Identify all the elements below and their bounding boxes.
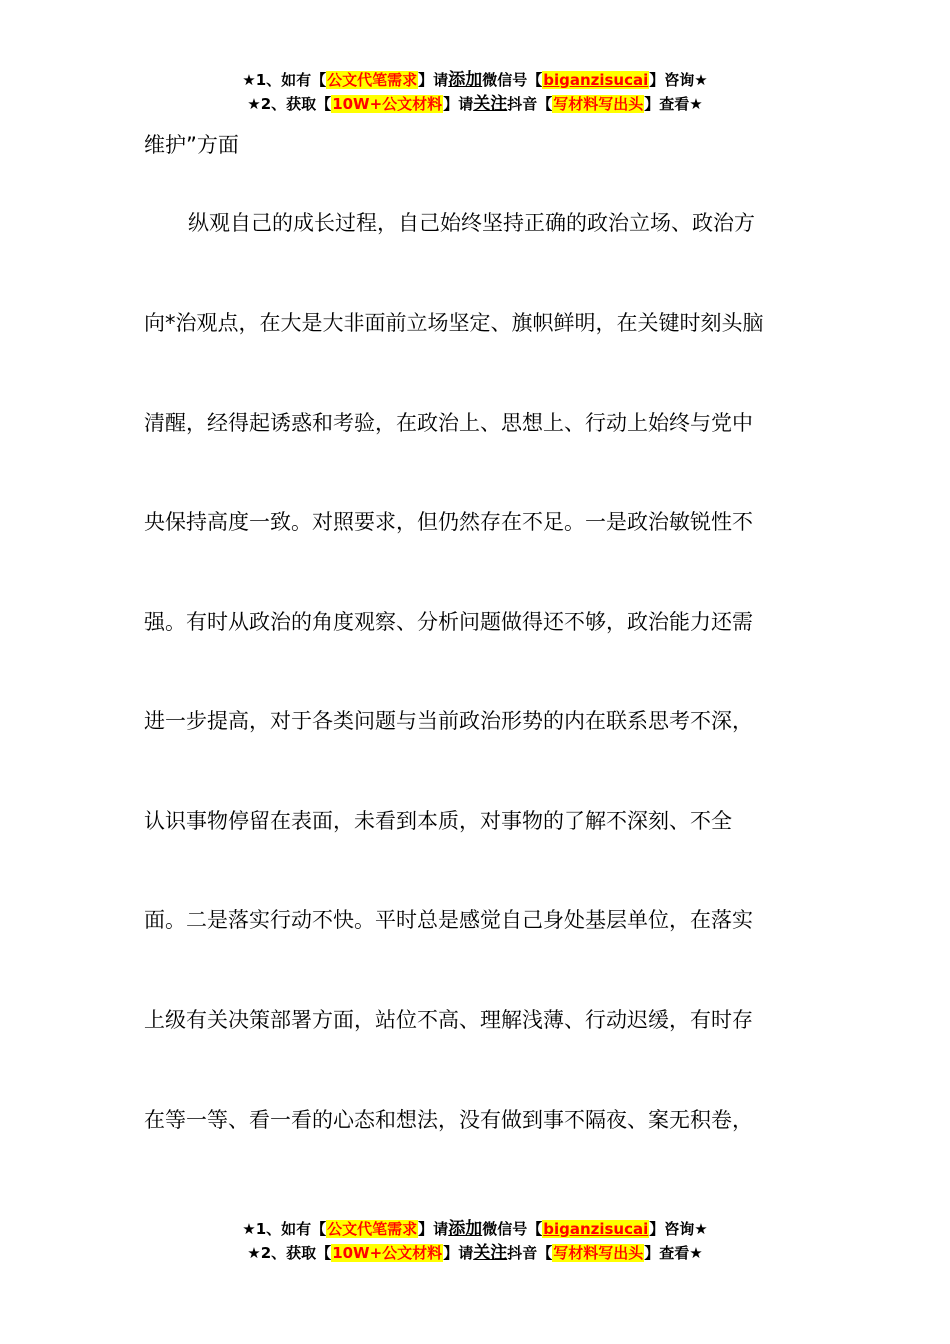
banner-text: 】咨询★ [649,71,708,89]
banner-line-2 [0,1241,950,1265]
body-line: 上级有关决策部署方面，站位不高、理解浅薄、行动迟缓，有时存 [144,1008,753,1032]
body-line: 面。二是落实行动不快。平时总是感觉自己身处基层单位，在落实 [144,908,753,932]
banner-highlight-materials: 10W+公文材料 [332,1244,443,1262]
banner-text: 】查看★ [644,95,703,113]
banner-text: ★2、获取【 [247,95,332,113]
banner-text: 】请 [443,95,474,113]
banner-emphasis-add: 添加 [448,1219,483,1239]
banner-highlight-materials: 10W+公文材料 [332,95,443,113]
body-line: 维护”方面 [144,133,239,157]
banner-wechat-id: biganzisucai [543,1220,649,1238]
banner-emphasis-follow: 关注 [473,1243,508,1263]
banner-emphasis-follow: 关注 [473,94,508,114]
body-line: 认识事物停留在表面，未看到本质，对事物的了解不深刻、不全 [144,809,732,833]
banner-text: ★2、获取【 [247,1244,332,1262]
banner-text: ★1、如有【 [242,71,327,89]
banner-line-1 [0,1217,950,1241]
banner-highlight-douyin: 写材料写出头 [553,1244,644,1262]
banner-text: 】查看★ [644,1244,703,1262]
banner-text: 抖音【 [507,1244,553,1262]
banner-emphasis-add: 添加 [448,70,483,90]
banner-text: 微信号【 [482,71,543,89]
banner-highlight-service: 公文代笔需求 [327,1220,418,1238]
banner-text: 】请 [418,1220,449,1238]
body-line: 清醒，经得起诱惑和考验，在政治上、思想上、行动上始终与党中 [144,411,753,435]
banner-text: ★1、如有【 [242,1220,327,1238]
body-line: 央保持高度一致。对照要求，但仍然存在不足。一是政治敏锐性不 [144,510,753,534]
body-line: 在等一等、看一看的心态和想法，没有做到事不隔夜、案无积卷， [144,1108,753,1132]
banner-text: 抖音【 [507,95,553,113]
banner-text: 】请 [443,1244,474,1262]
banner-highlight-douyin: 写材料写出头 [553,95,644,113]
body-line: 纵观自己的成长过程，自己始终坚持正确的政治立场、政治方 [188,211,755,235]
header-banner-top [0,68,950,116]
banner-highlight-service: 公文代笔需求 [327,71,418,89]
banner-wechat-id: biganzisucai [543,71,649,89]
banner-line-1 [0,68,950,92]
body-line: 强。有时从政治的角度观察、分析问题做得还不够，政治能力还需 [144,610,753,634]
banner-line-2 [0,92,950,116]
banner-text: 】咨询★ [649,1220,708,1238]
banner-text: 】请 [418,71,449,89]
header-banner-bottom [0,1217,950,1265]
banner-text: 微信号【 [482,1220,543,1238]
body-line: 进一步提高，对于各类问题与当前政治形势的内在联系思考不深， [144,709,753,733]
body-line: 向*治观点，在大是大非面前立场坚定、旗帜鲜明，在关键时刻头脑 [144,311,764,335]
